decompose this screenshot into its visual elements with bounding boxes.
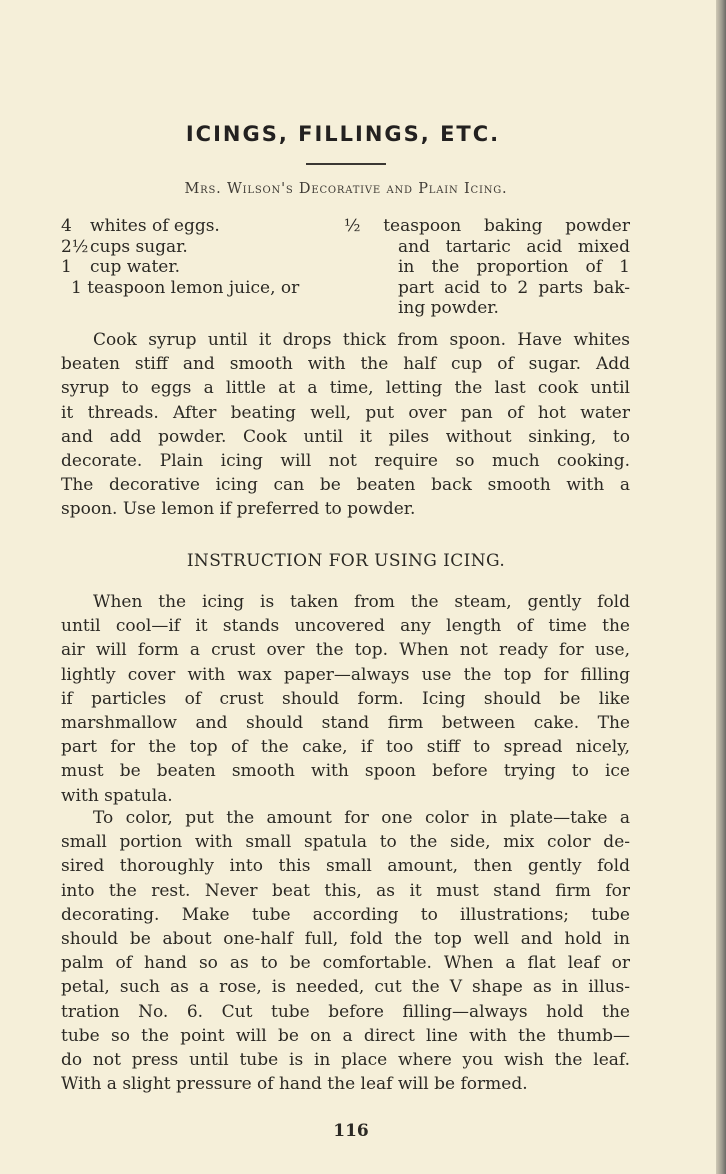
ingredient-qty: 2½ (61, 236, 89, 257)
ingredient-row (61, 237, 299, 258)
text-line: should be about one-half full, fold the top well and hold in (61, 929, 630, 950)
text-line: The decorative icing can be beaten back smooth with a (61, 475, 630, 496)
ingredient-line: ½ teaspoon baking powder (344, 216, 630, 236)
page-number: 116 (333, 1121, 369, 1141)
instruction-paragraph (61, 590, 630, 808)
text-line: lightly cover with wax paper—always use the top for filling (61, 664, 630, 685)
text-line: petal, such as a rose, is needed, cut the V shape as in illus- (61, 977, 630, 998)
method-paragraph (61, 328, 630, 522)
ingredient-list-right (344, 216, 630, 319)
text-line: small portion with small spatula to the side, mix color de- (61, 832, 630, 853)
text-line: part for the top of the cake, if too stiff to spread nicely, (61, 737, 630, 758)
text-line: sired thoroughly into this small amount, then gently fold (61, 856, 630, 877)
text-line: and add powder. Cook until it piles without sinking, to (61, 426, 630, 447)
text-line: until cool—if it stands uncovered any length of time the (61, 616, 630, 637)
ingredient-text: 1 teaspoon lemon juice, or (71, 277, 300, 298)
ingredient-text: whites of eggs. (90, 216, 220, 236)
ingredient-text: cups sugar. (90, 236, 188, 257)
ingredient-line: ing powder. (398, 298, 499, 318)
recipe-subtitle: Mrs. Wilson's Decorative and Plain Icing. (184, 181, 508, 197)
text-line: air will form a crust over the top. When not ready for use, (61, 640, 630, 661)
title-rule (306, 163, 386, 165)
ingredient-row (61, 257, 299, 278)
text-line: it threads. After beating well, put over pan of hot water (61, 402, 630, 423)
text-line: tube so the point will be on a direct line with the thumb— (61, 1025, 630, 1046)
text-line: if particles of crust should form. Icing should be like (61, 688, 630, 709)
ingredient-text: cup water. (90, 257, 180, 277)
text-line: palm of hand so as to be comfortable. When a flat leaf or (61, 953, 630, 974)
text-line: To color, put the amount for one color in plate—take a (93, 808, 630, 828)
ingredient-list-left (61, 216, 299, 298)
text-line: decorate. Plain icing will not require so much cooking. (61, 451, 630, 472)
ingredient-qty: 1 (61, 257, 72, 277)
ingredient-qty: 4 (61, 216, 72, 236)
section-heading: INSTRUCTION FOR USING ICING. (186, 551, 506, 571)
ingredient-row (61, 216, 299, 237)
text-line: marshmallow and should stand firm between cake. The (61, 713, 630, 734)
text-line: beaten stiff and smooth with the half cup of sugar. Add (61, 354, 630, 375)
page-edge-shadow (716, 0, 726, 1174)
text-line: spoon. Use lemon if preferred to powder. (61, 499, 416, 520)
ingredient-row (61, 278, 299, 299)
instruction-paragraph (61, 806, 630, 1096)
text-line: When the icing is taken from the steam, gently fold (93, 592, 630, 612)
ingredient-line: and tartaric acid mixed (398, 236, 630, 257)
ingredient-line: part acid to 2 parts bak- (398, 277, 630, 298)
text-line: decorating. Make tube according to illustrations; tube (61, 904, 630, 925)
text-line: with spatula. (61, 785, 173, 806)
ingredient-line: in the proportion of 1 (398, 257, 630, 277)
text-line: must be beaten smooth with spoon before trying to ice (61, 761, 630, 782)
text-line: syrup to eggs a little at a time, letting the last cook until (61, 378, 630, 399)
text-line: into the rest. Never beat this, as it must stand firm for (61, 880, 630, 901)
text-line: With a slight pressure of hand the leaf will be formed. (61, 1074, 528, 1095)
text-line: tration No. 6. Cut tube before filling—always hold the (61, 1001, 630, 1022)
text-line: Cook syrup until it drops thick from spoon. Have whites (93, 330, 630, 350)
page-title: ICINGS, FILLINGS, ETC. (185, 122, 501, 146)
text-line: do not press until tube is in place where you wish the leaf. (61, 1050, 630, 1071)
